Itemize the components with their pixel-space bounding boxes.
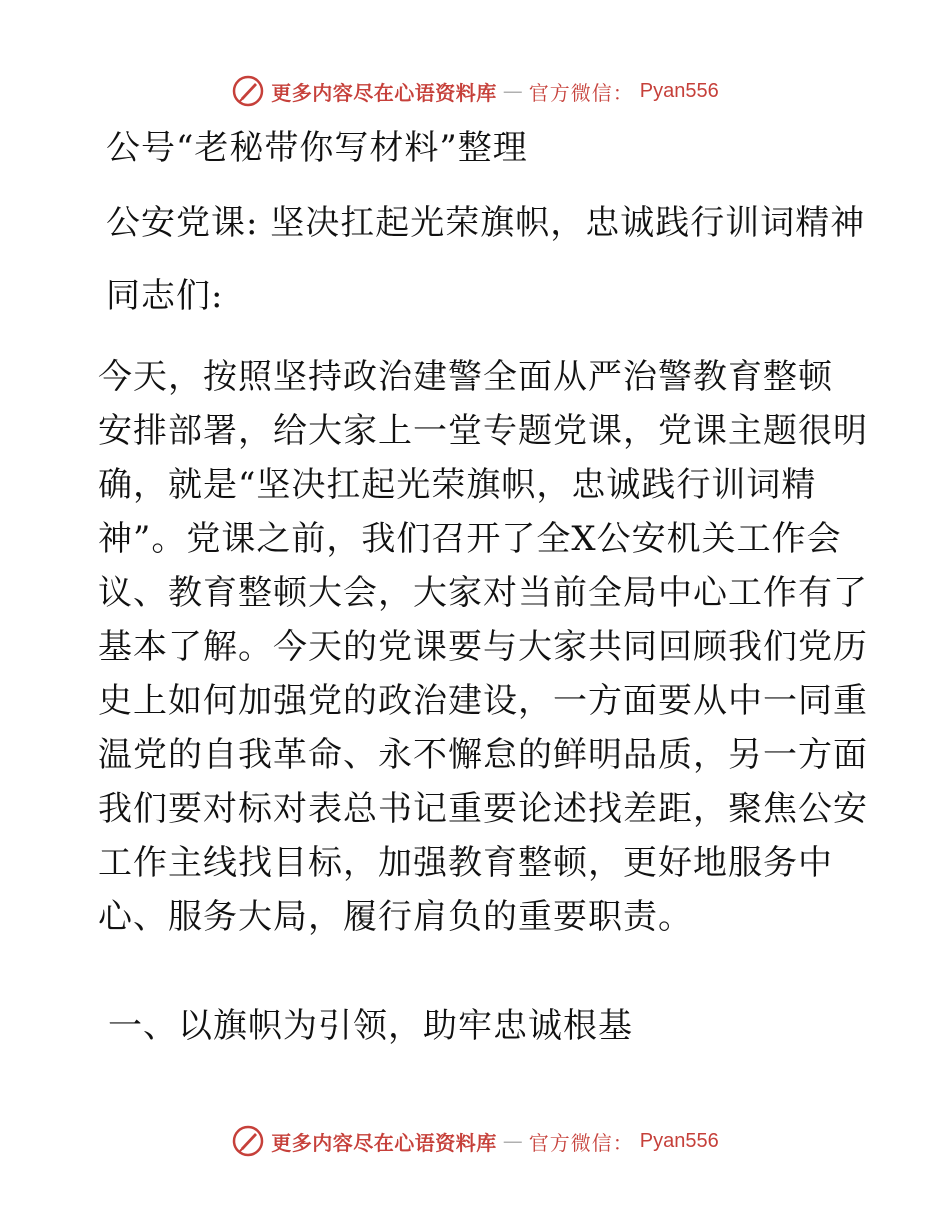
- body-line: 我们要对标对表总书记重要论述找差距，聚焦公安: [98, 789, 868, 829]
- body-line: 神”。党课之前，我们召开了全X公安机关工作会: [98, 519, 842, 559]
- body-line: 议、教育整顿大会，大家对当前全局中心工作有了: [98, 573, 868, 613]
- watermark-wechat-label: 官方微信：: [528, 80, 634, 105]
- body-line: 基本了解。今天的党课要与大家共同回顾我们党历: [98, 627, 868, 667]
- body-line: 确，就是“坚决扛起光荣旗帜，忠诚践行训词精: [98, 465, 817, 505]
- watermark-separator: —: [502, 1129, 523, 1153]
- watermark-brand-text: 更多内容尽在心语资料库: [271, 1130, 497, 1155]
- watermark-wechat-id: Pyan556: [639, 79, 719, 102]
- quill-pen-logo-icon: [231, 74, 265, 108]
- body-line: 史上如何加强党的政治建设，一方面要从中一同重: [98, 681, 868, 721]
- watermark-separator: —: [502, 79, 523, 103]
- source-line: 公号“老秘带你写材料”整理: [106, 128, 528, 168]
- watermark-wechat-label: 官方微信：: [528, 1130, 634, 1155]
- body-line: 心、服务大局，履行肩负的重要职责。: [98, 897, 693, 937]
- body-line: 今天，按照坚持政治建警全面从严治警教育整顿: [98, 357, 833, 397]
- document-title: 公安党课: 坚决扛起光荣旗帜，忠诚践行训词精神: [106, 203, 866, 243]
- quill-pen-logo-icon: [231, 1124, 265, 1158]
- salutation: 同志们:: [106, 276, 224, 316]
- body-line: 安排部署，给大家上一堂专题党课，党课主题很明: [98, 411, 868, 451]
- section-heading: 一、以旗帜为引领，助牢忠诚根基: [108, 1006, 633, 1046]
- watermark-brand-text: 更多内容尽在心语资料库: [271, 80, 497, 105]
- header-watermark: [0, 74, 950, 108]
- body-line: 温党的自我革命、永不懈怠的鲜明品质，另一方面: [98, 735, 868, 775]
- body-paragraph: [98, 350, 868, 944]
- footer-watermark: [0, 1124, 950, 1158]
- watermark-wechat-id: Pyan556: [639, 1129, 719, 1152]
- body-line: 工作主线找目标，加强教育整顿，更好地服务中: [98, 843, 833, 883]
